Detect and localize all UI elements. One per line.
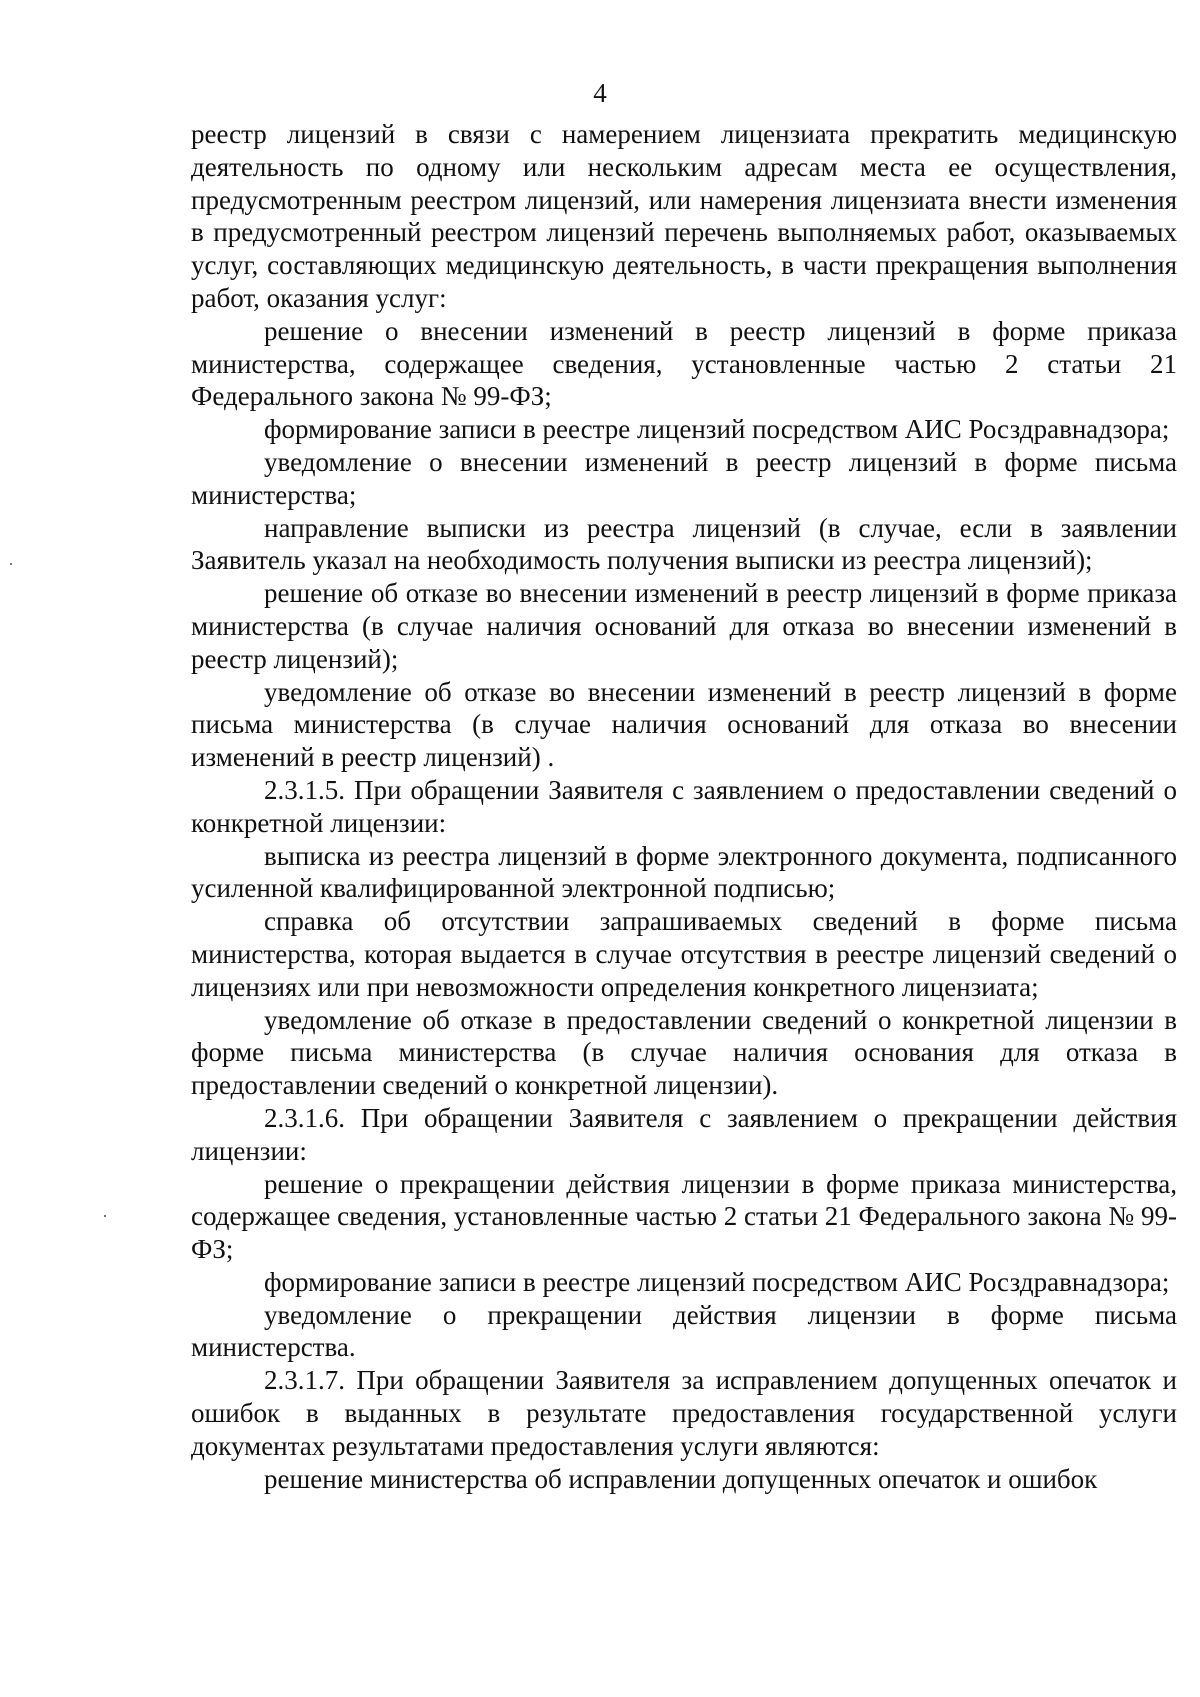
scan-artifact-dot <box>10 563 12 565</box>
paragraph: решение о внесении изменений в реестр лицензий в форме приказа министерства, содержащее сведения, установленные частью 2 статьи 21 Федерального закона № 99-ФЗ; <box>191 315 1177 412</box>
paragraph: формирование записи в реестре лицензий посредством АИС Росздравнадзора; <box>264 1266 1170 1297</box>
paragraph: выписка из реестра лицензий в форме электронного документа, подписанного усиленной квалифицированной электронной подписью; <box>191 840 1177 904</box>
paragraph: решение о прекращении действия лицензии в форме приказа министерства, содержащее сведения, установленные частью 2 статьи 21 Федерального закона № 99-ФЗ; <box>191 1168 1177 1265</box>
paragraph: решение министерства об исправлении допущенных опечаток и ошибок <box>264 1463 1098 1494</box>
paragraph: формирование записи в реестре лицензий посредством АИС Росздравнадзора; <box>264 414 1170 445</box>
section-heading-paragraph: 2.3.1.7. При обращении Заявителя за исправлением допущенных опечаток и ошибок в выданных в результате предоставления государственной услуги документах результатами предоставления услуги являются: <box>191 1365 1177 1461</box>
paragraph: справка об отсутствии запрашиваемых сведений в форме письма министерства, которая выдается в случае отсутствия в реестре лицензий сведений о лицензиях или при невозможности определения конкретного лицензиата; <box>191 906 1177 1002</box>
section-heading-paragraph: 2.3.1.6. При обращении Заявителя с заявлением о прекращении действия лицензии: <box>191 1102 1177 1166</box>
document-body <box>191 118 1177 1495</box>
paragraph: уведомление об отказе в предоставлении сведений о конкретной лицензии в форме письма министерства (в случае наличия основания для отказа в предоставлении сведений о конкретной лицензии). <box>191 1004 1177 1101</box>
paragraph: уведомление о прекращении действия лицензии в форме письма министерства. <box>191 1299 1177 1363</box>
paragraph: уведомление об отказе во внесении изменений в реестр лицензий в форме письма министерства (в случае наличия оснований для отказа во внесении изменений в реестр лицензий) . <box>191 676 1177 773</box>
page-number: 4 <box>593 78 607 108</box>
paragraph: реестр лицензий в связи с намерением лицензиата прекратить медицинскую деятельность по одному или нескольким адресам места ее осуществления, предусмотренным реестром лицензий, или намерения лицензиата внести изменения в предусмотренный реестром лицензий перечень выполняемых работ, оказываемых услуг, составляющих медицинскую деятельность, в части прекращения выполнения работ, оказания услуг: <box>191 119 1177 313</box>
paragraph: решение об отказе во внесении изменений в реестр лицензий в форме приказа министерства (в случае наличия оснований для отказа во внесении изменений в реестр лицензий); <box>191 578 1177 674</box>
paragraph: уведомление о внесении изменений в реестр лицензий в форме письма министерства; <box>191 446 1177 510</box>
paragraph: направление выписки из реестра лицензий (в случае, если в заявлении Заявитель указал на необходимость получения выписки из реестра лицензий); <box>191 512 1177 576</box>
section-heading-paragraph: 2.3.1.5. При обращении Заявителя с заявлением о предоставлении сведений о конкретной лицензии: <box>191 774 1177 838</box>
scan-artifact-dot <box>104 1215 106 1217</box>
